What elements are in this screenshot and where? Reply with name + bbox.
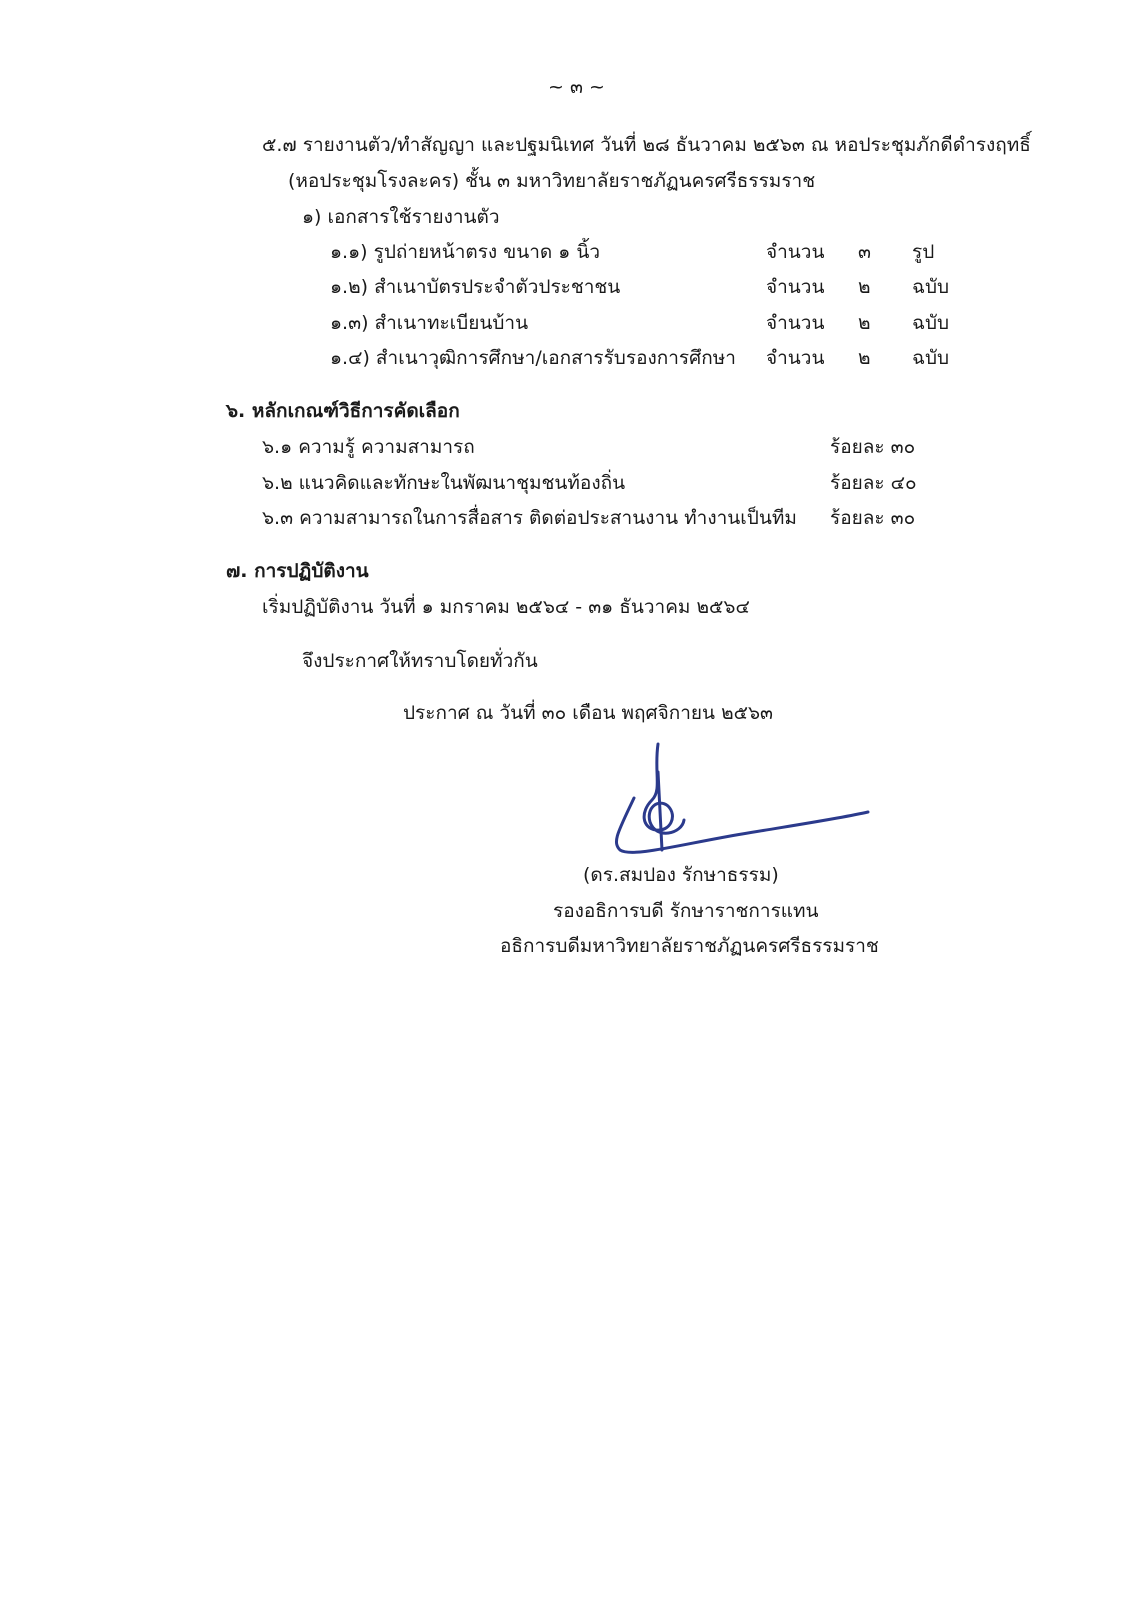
section-6-heading: ๖. หลักเกณฑ์วิธีการคัดเลือก [226,400,460,422]
document-qty-label: จำนวน [766,312,825,334]
criteria-weight: ร้อยละ ๓๐ [830,507,916,529]
signatory-position1: รองอธิการบดี รักษาราชการแทน [553,900,819,922]
document-label: ๑.๔) สำเนาวุฒิการศึกษา/เอกสารรับรองการศึกษา [330,347,736,369]
signatory-position2: อธิการบดีมหาวิทยาลัยราชภัฏนครศรีธรรมราช [500,935,879,957]
announce-date: ประกาศ ณ วันที่ ๓๐ เดือน พฤศจิกายน ๒๕๖๓ [403,702,774,724]
criteria-weight: ร้อยละ ๔๐ [830,472,917,494]
section-7-heading: ๗. การปฏิบัติงาน [226,560,369,582]
document-qty-label: จำนวน [766,347,825,369]
document-qty: ๓ [858,241,871,263]
page-number: ~ ๓ ~ [548,76,605,98]
document-qty: ๒ [858,276,871,298]
signature-graphic [612,742,892,882]
document-qty-label: จำนวน [766,241,825,263]
document-qty: ๒ [858,312,871,334]
section-5-7-line1: ๕.๗ รายงานตัว/ทำสัญญา และปฐมนิเทศ วันที่ ๒๘ ธันวาคม ๒๕๖๓ ณ หอประชุมภักดีดำรงฤทธิ์ [262,134,1031,156]
criteria-label: ๖.๓ ความสามารถในการสื่อสาร ติดต่อประสานงาน ทำงานเป็นทีม [262,507,797,529]
signatory-name: (ดร.สมปอง รักษาธรรม) [583,864,779,886]
document-label: ๑.๑) รูปถ่ายหน้าตรง ขนาด ๑ นิ้ว [330,241,601,263]
documents-heading: ๑) เอกสารใช้รายงานตัว [302,206,500,228]
criteria-weight: ร้อยละ ๓๐ [830,436,916,458]
document-unit: รูป [912,241,935,263]
document-qty: ๒ [858,347,871,369]
criteria-label: ๖.๒ แนวคิดและทักษะในพัฒนาชุมชนท้องถิ่น [262,472,626,494]
section-7-text: เริ่มปฏิบัติงาน วันที่ ๑ มกราคม ๒๕๖๔ - ๓๑ ธันวาคม ๒๕๖๔ [262,596,750,618]
document-qty-label: จำนวน [766,276,825,298]
document-label: ๑.๓) สำเนาทะเบียนบ้าน [330,312,529,334]
document-label: ๑.๒) สำเนาบัตรประจำตัวประชาชน [330,276,621,298]
document-unit: ฉบับ [912,276,950,298]
document-unit: ฉบับ [912,312,950,334]
section-5-7-line2: (หอประชุมโรงละคร) ชั้น ๓ มหาวิทยาลัยราชภัฏนครศรีธรรมราช [288,170,816,192]
criteria-label: ๖.๑ ความรู้ ความสามารถ [262,436,475,458]
document-unit: ฉบับ [912,347,950,369]
closing-statement: จึงประกาศให้ทราบโดยทั่วกัน [302,650,538,672]
